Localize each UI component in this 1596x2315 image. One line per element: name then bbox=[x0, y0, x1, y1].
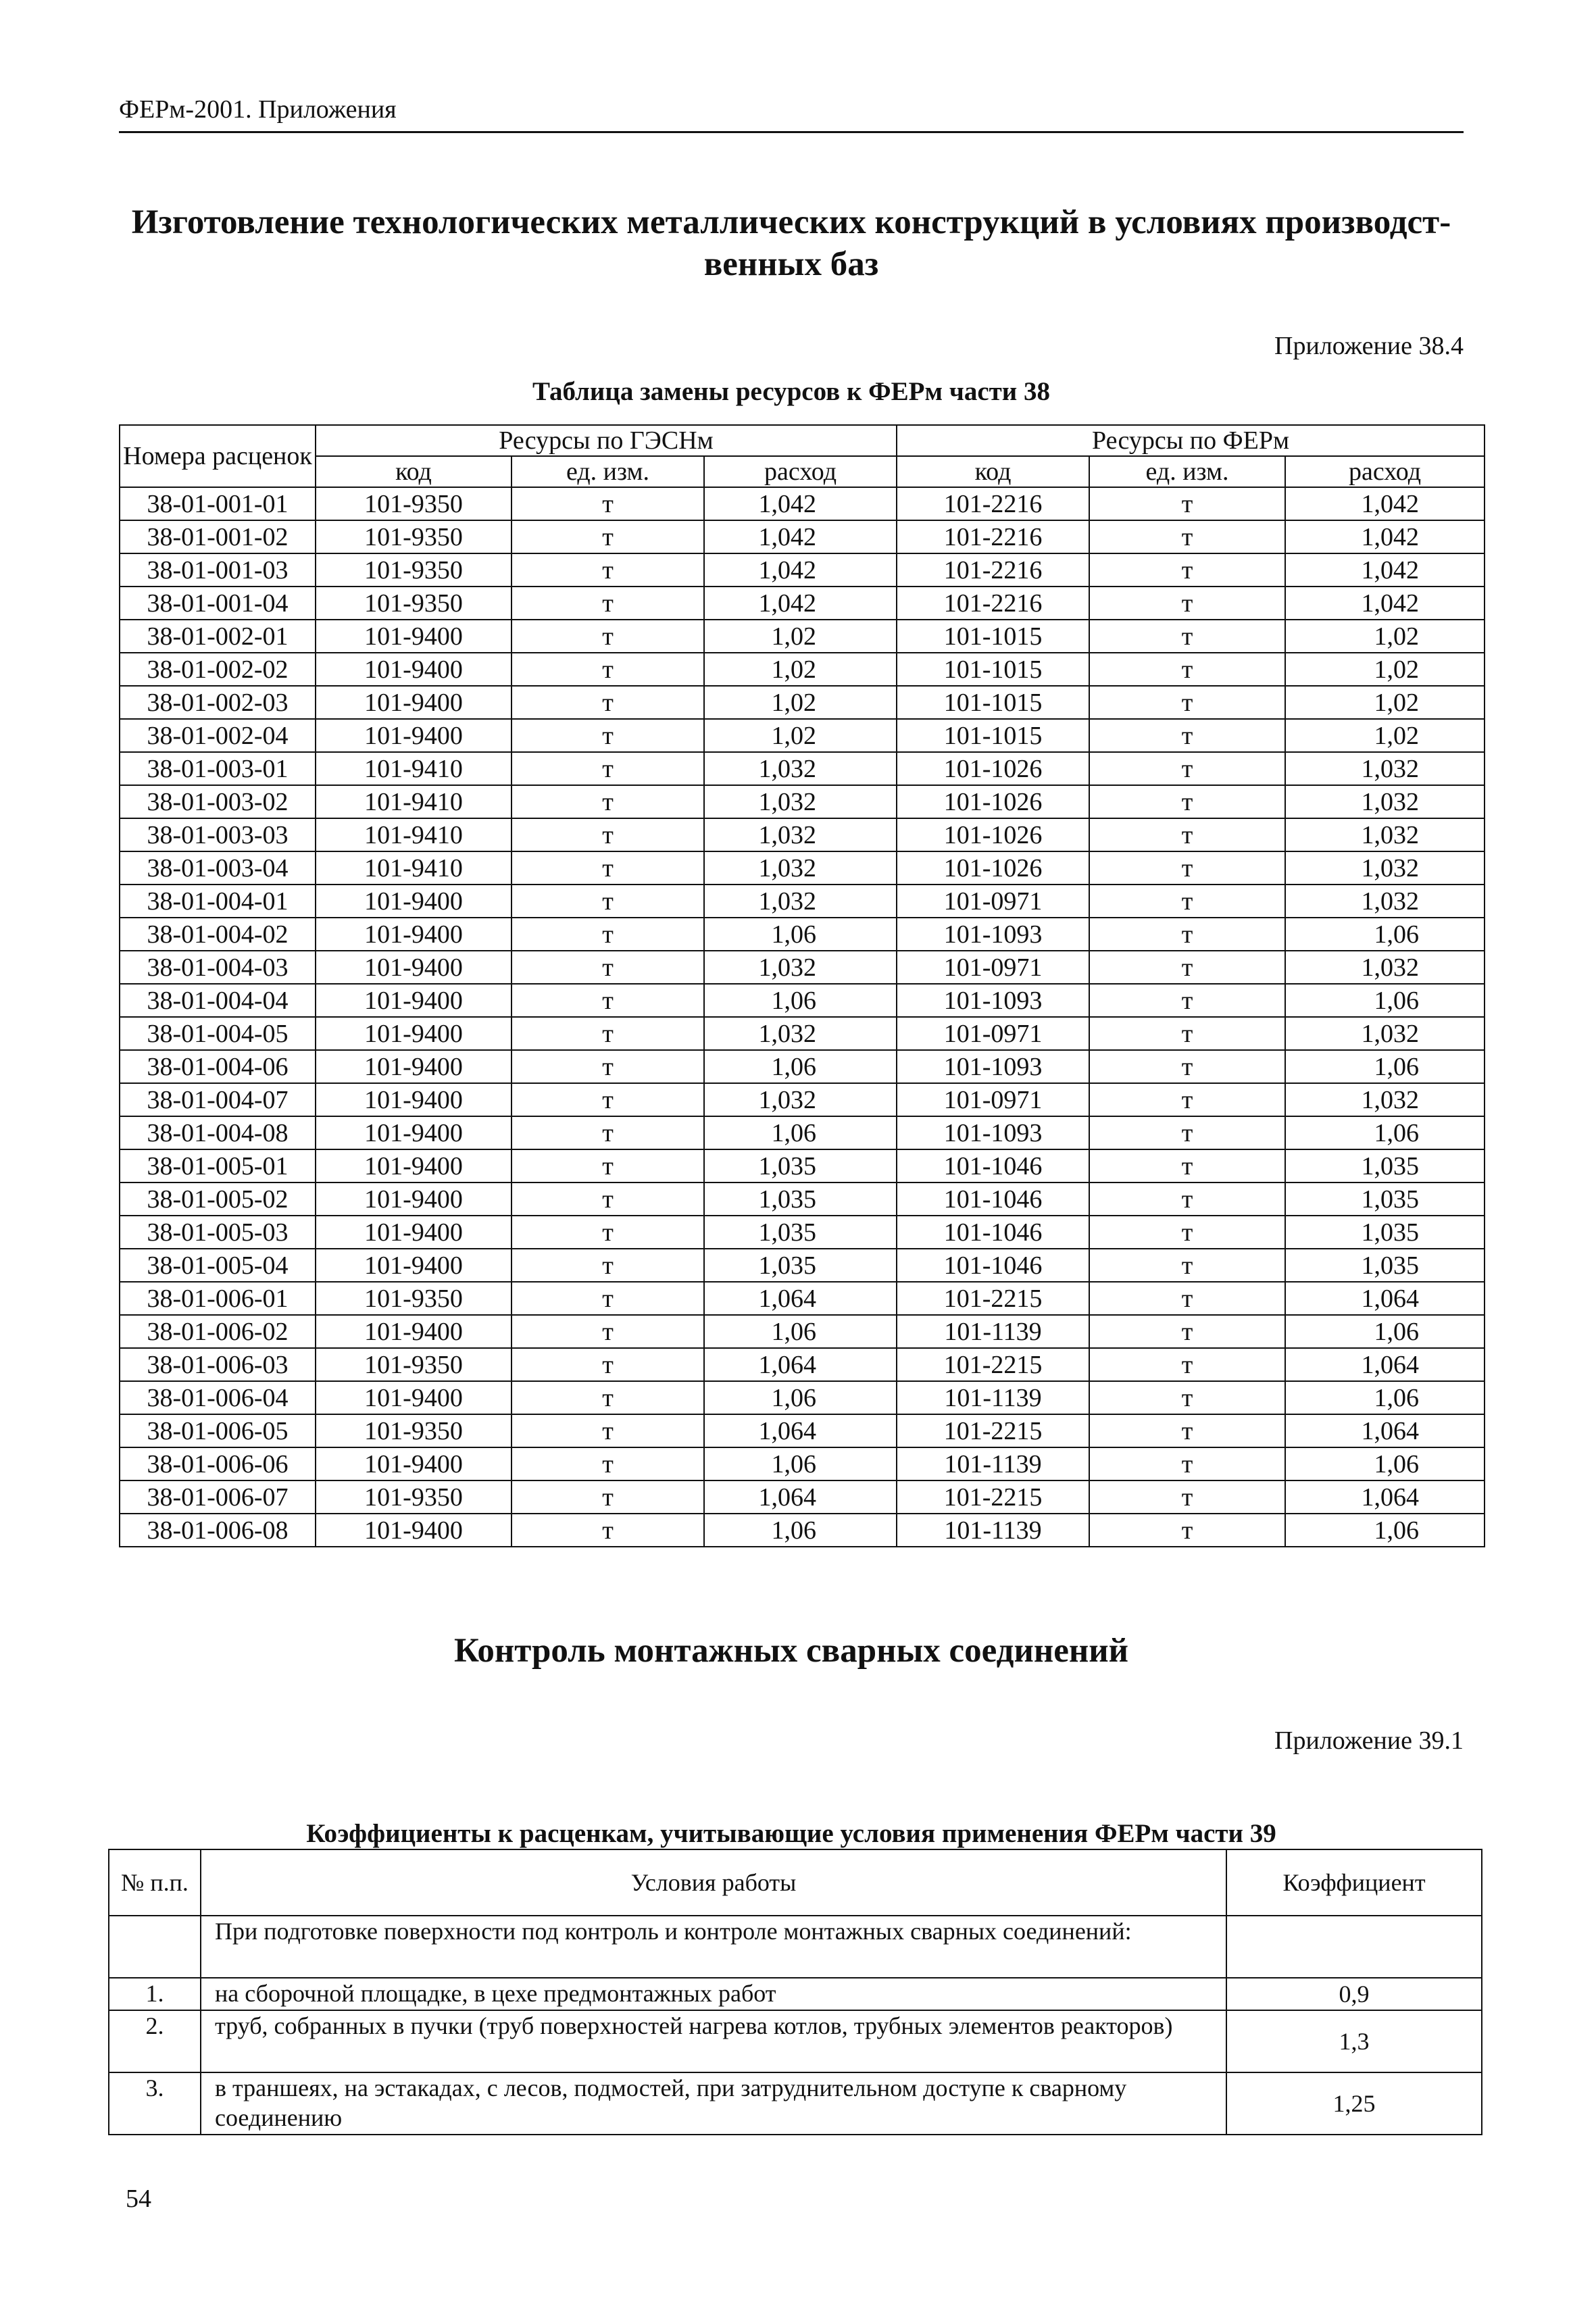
gesn-unit: т bbox=[512, 1050, 704, 1083]
fer-consumption: 1,042 bbox=[1285, 520, 1485, 553]
gesn-consumption: 1,02 bbox=[704, 653, 897, 686]
rate-number: 38-01-004-02 bbox=[120, 918, 316, 951]
gesn-code: 101-9400 bbox=[316, 1381, 512, 1414]
fer-code: 101-1046 bbox=[897, 1249, 1089, 1282]
gesn-unit: т bbox=[512, 1381, 704, 1414]
fer-unit: т bbox=[1089, 1083, 1285, 1116]
rate-number: 38-01-001-04 bbox=[120, 587, 316, 620]
resource-replacement-table bbox=[119, 424, 1485, 1547]
gesn-consumption: 1,06 bbox=[704, 1447, 897, 1480]
gesn-unit: т bbox=[512, 686, 704, 719]
fer-unit: т bbox=[1089, 587, 1285, 620]
fer-consumption: 1,032 bbox=[1285, 885, 1485, 918]
fer-unit: т bbox=[1089, 818, 1285, 851]
fer-code: 101-2215 bbox=[897, 1282, 1089, 1315]
table-caption-38: Таблица замены ресурсов к ФЕРм части 38 bbox=[532, 377, 1051, 406]
fer-consumption: 1,06 bbox=[1285, 1447, 1485, 1480]
fer-code: 101-1026 bbox=[897, 785, 1089, 818]
gesn-consumption: 1,064 bbox=[704, 1282, 897, 1315]
gesn-code: 101-9400 bbox=[316, 1183, 512, 1216]
gesn-unit: т bbox=[512, 885, 704, 918]
gesn-code: 101-9400 bbox=[316, 1017, 512, 1050]
gesn-code: 101-9350 bbox=[316, 587, 512, 620]
row-coefficient: 1,25 bbox=[1226, 2072, 1482, 2135]
gesn-unit: т bbox=[512, 1116, 704, 1149]
table-row bbox=[120, 1414, 1485, 1447]
table-row bbox=[120, 1017, 1485, 1050]
fer-code: 101-1093 bbox=[897, 1050, 1089, 1083]
fer-code: 101-1026 bbox=[897, 818, 1089, 851]
fer-consumption: 1,02 bbox=[1285, 719, 1485, 752]
coefficients-table bbox=[108, 1849, 1482, 2135]
gesn-code: 101-9350 bbox=[316, 1480, 512, 1514]
fer-consumption: 1,06 bbox=[1285, 1050, 1485, 1083]
fer-unit: т bbox=[1089, 1381, 1285, 1414]
gesn-unit: т bbox=[512, 1183, 704, 1216]
gesn-consumption: 1,032 bbox=[704, 818, 897, 851]
rate-number: 38-01-001-03 bbox=[120, 553, 316, 587]
rate-number: 38-01-003-02 bbox=[120, 785, 316, 818]
resource-table-body bbox=[120, 487, 1485, 1547]
rate-number: 38-01-006-08 bbox=[120, 1514, 316, 1547]
row-number: 1. bbox=[109, 1978, 201, 2010]
gesn-unit: т bbox=[512, 1480, 704, 1514]
gesn-code: 101-9400 bbox=[316, 918, 512, 951]
rate-number: 38-01-001-01 bbox=[120, 487, 316, 520]
fer-code: 101-1026 bbox=[897, 752, 1089, 785]
rate-number: 38-01-003-03 bbox=[120, 818, 316, 851]
table-caption-39: Коэффициенты к расценкам, учитывающие условия применения ФЕРм части 39 bbox=[306, 1819, 1276, 1848]
fer-code: 101-2216 bbox=[897, 587, 1089, 620]
gesn-code: 101-9400 bbox=[316, 1514, 512, 1547]
table-row bbox=[120, 851, 1485, 885]
rate-number: 38-01-003-04 bbox=[120, 851, 316, 885]
gesn-unit: т bbox=[512, 785, 704, 818]
fer-unit: т bbox=[1089, 851, 1285, 885]
table-row bbox=[120, 885, 1485, 918]
gesn-consumption: 1,06 bbox=[704, 1381, 897, 1414]
gesn-consumption: 1,064 bbox=[704, 1480, 897, 1514]
fer-code: 101-1139 bbox=[897, 1514, 1089, 1547]
gesn-code: 101-9410 bbox=[316, 752, 512, 785]
fer-unit: т bbox=[1089, 1216, 1285, 1249]
gesn-unit: т bbox=[512, 1282, 704, 1315]
gesn-consumption: 1,02 bbox=[704, 719, 897, 752]
gesn-code: 101-9400 bbox=[316, 1050, 512, 1083]
gesn-consumption: 1,032 bbox=[704, 951, 897, 984]
fer-unit: т bbox=[1089, 653, 1285, 686]
gesn-unit: т bbox=[512, 587, 704, 620]
gesn-consumption: 1,042 bbox=[704, 587, 897, 620]
rate-number: 38-01-006-05 bbox=[120, 1414, 316, 1447]
rate-number: 38-01-002-03 bbox=[120, 686, 316, 719]
gesn-code: 101-9350 bbox=[316, 487, 512, 520]
table-row bbox=[120, 1447, 1485, 1480]
fer-code: 101-2215 bbox=[897, 1414, 1089, 1447]
gesn-consumption: 1,064 bbox=[704, 1348, 897, 1381]
rate-number: 38-01-006-04 bbox=[120, 1381, 316, 1414]
fer-unit: т bbox=[1089, 620, 1285, 653]
gesn-unit: т bbox=[512, 1315, 704, 1348]
fer-consumption: 1,06 bbox=[1285, 1116, 1485, 1149]
header-group-gesn: Ресурсы по ГЭСНм bbox=[316, 425, 897, 456]
fer-consumption: 1,035 bbox=[1285, 1249, 1485, 1282]
fer-consumption: 1,064 bbox=[1285, 1348, 1485, 1381]
fer-unit: т bbox=[1089, 1414, 1285, 1447]
fer-code: 101-2216 bbox=[897, 487, 1089, 520]
gesn-consumption: 1,06 bbox=[704, 1315, 897, 1348]
fer-consumption: 1,032 bbox=[1285, 951, 1485, 984]
rate-number: 38-01-006-06 bbox=[120, 1447, 316, 1480]
table-row bbox=[109, 2072, 1482, 2135]
gesn-consumption: 1,032 bbox=[704, 1017, 897, 1050]
rate-number: 38-01-001-02 bbox=[120, 520, 316, 553]
gesn-consumption: 1,032 bbox=[704, 851, 897, 885]
rate-number: 38-01-004-05 bbox=[120, 1017, 316, 1050]
table-row bbox=[120, 1183, 1485, 1216]
fer-code: 101-1015 bbox=[897, 653, 1089, 686]
fer-unit: т bbox=[1089, 1183, 1285, 1216]
fer-consumption: 1,032 bbox=[1285, 1083, 1485, 1116]
header-gesn-code: код bbox=[316, 456, 512, 487]
gesn-consumption: 1,064 bbox=[704, 1414, 897, 1447]
table-row bbox=[120, 686, 1485, 719]
fer-consumption: 1,06 bbox=[1285, 984, 1485, 1017]
fer-unit: т bbox=[1089, 785, 1285, 818]
header-coefficient: Коэффициент bbox=[1226, 1849, 1482, 1916]
fer-consumption: 1,032 bbox=[1285, 818, 1485, 851]
gesn-unit: т bbox=[512, 984, 704, 1017]
fer-unit: т bbox=[1089, 918, 1285, 951]
table-row bbox=[120, 1116, 1485, 1149]
running-title: ФЕРм-2001. Приложения bbox=[119, 93, 1464, 133]
gesn-unit: т bbox=[512, 1348, 704, 1381]
rate-number: 38-01-006-02 bbox=[120, 1315, 316, 1348]
rate-number: 38-01-006-03 bbox=[120, 1348, 316, 1381]
fer-consumption: 1,06 bbox=[1285, 1514, 1485, 1547]
rate-number: 38-01-005-01 bbox=[120, 1149, 316, 1183]
table-row bbox=[120, 1348, 1485, 1381]
section-title-38-line1: Изготовление технологических металлических конструкций в условиях производст- bbox=[131, 203, 1451, 241]
appendix-label-38: Приложение 38.4 bbox=[1274, 332, 1464, 360]
fer-consumption: 1,064 bbox=[1285, 1282, 1485, 1315]
fer-consumption: 1,064 bbox=[1285, 1480, 1485, 1514]
section-title-38-line2: венных баз bbox=[703, 245, 879, 283]
table-row bbox=[120, 1381, 1485, 1414]
header-group-fer: Ресурсы по ФЕРм bbox=[897, 425, 1485, 456]
row-conditions: в траншеях, на эстакадах, с лесов, подмостей, при затруднительном доступе к сварному соединению bbox=[201, 2072, 1226, 2135]
table-row bbox=[120, 1050, 1485, 1083]
table-row bbox=[120, 487, 1485, 520]
fer-code: 101-2215 bbox=[897, 1480, 1089, 1514]
gesn-unit: т bbox=[512, 553, 704, 587]
section-title-39: Контроль монтажных сварных соединений bbox=[453, 1632, 1129, 1670]
gesn-consumption: 1,042 bbox=[704, 487, 897, 520]
rate-number: 38-01-006-07 bbox=[120, 1480, 316, 1514]
fer-unit: т bbox=[1089, 1315, 1285, 1348]
fer-consumption: 1,032 bbox=[1285, 785, 1485, 818]
fer-code: 101-1015 bbox=[897, 686, 1089, 719]
gesn-consumption: 1,035 bbox=[704, 1149, 897, 1183]
table-row bbox=[120, 1216, 1485, 1249]
row-conditions: труб, собранных в пучки (труб поверхностей нагрева котлов, трубных элементов реакторов) bbox=[201, 2010, 1226, 2072]
header-gesn-consumption: расход bbox=[704, 456, 897, 487]
fer-consumption: 1,02 bbox=[1285, 653, 1485, 686]
gesn-consumption: 1,035 bbox=[704, 1183, 897, 1216]
gesn-unit: т bbox=[512, 1414, 704, 1447]
fer-code: 101-1139 bbox=[897, 1447, 1089, 1480]
fer-unit: т bbox=[1089, 984, 1285, 1017]
gesn-consumption: 1,032 bbox=[704, 885, 897, 918]
gesn-code: 101-9400 bbox=[316, 1216, 512, 1249]
gesn-unit: т bbox=[512, 487, 704, 520]
gesn-unit: т bbox=[512, 620, 704, 653]
row-coefficient: 0,9 bbox=[1226, 1978, 1482, 2010]
table-row bbox=[120, 984, 1485, 1017]
rate-number: 38-01-004-03 bbox=[120, 951, 316, 984]
rate-number: 38-01-004-04 bbox=[120, 984, 316, 1017]
table-row bbox=[120, 1514, 1485, 1547]
fer-code: 101-1093 bbox=[897, 984, 1089, 1017]
gesn-code: 101-9400 bbox=[316, 1249, 512, 1282]
fer-consumption: 1,042 bbox=[1285, 553, 1485, 587]
gesn-code: 101-9350 bbox=[316, 1282, 512, 1315]
row-number: 2. bbox=[109, 2010, 201, 2072]
gesn-code: 101-9400 bbox=[316, 885, 512, 918]
fer-unit: т bbox=[1089, 951, 1285, 984]
fer-unit: т bbox=[1089, 1149, 1285, 1183]
gesn-unit: т bbox=[512, 1149, 704, 1183]
table-row bbox=[120, 1249, 1485, 1282]
header-fer-code: код bbox=[897, 456, 1089, 487]
fer-consumption: 1,032 bbox=[1285, 752, 1485, 785]
gesn-consumption: 1,02 bbox=[704, 686, 897, 719]
gesn-code: 101-9400 bbox=[316, 1447, 512, 1480]
gesn-unit: т bbox=[512, 1447, 704, 1480]
fer-consumption: 1,042 bbox=[1285, 487, 1485, 520]
appendix-label-39: Приложение 39.1 bbox=[1274, 1726, 1464, 1755]
fer-consumption: 1,06 bbox=[1285, 1315, 1485, 1348]
gesn-unit: т bbox=[512, 719, 704, 752]
fer-unit: т bbox=[1089, 487, 1285, 520]
fer-unit: т bbox=[1089, 1447, 1285, 1480]
gesn-consumption: 1,06 bbox=[704, 1050, 897, 1083]
gesn-consumption: 1,06 bbox=[704, 984, 897, 1017]
fer-consumption: 1,035 bbox=[1285, 1149, 1485, 1183]
gesn-code: 101-9350 bbox=[316, 520, 512, 553]
gesn-code: 101-9410 bbox=[316, 851, 512, 885]
fer-code: 101-1046 bbox=[897, 1183, 1089, 1216]
fer-consumption: 1,064 bbox=[1285, 1414, 1485, 1447]
fer-unit: т bbox=[1089, 1480, 1285, 1514]
gesn-unit: т bbox=[512, 1083, 704, 1116]
rate-number: 38-01-006-01 bbox=[120, 1282, 316, 1315]
fer-unit: т bbox=[1089, 1514, 1285, 1547]
table-row bbox=[120, 653, 1485, 686]
fer-code: 101-0971 bbox=[897, 885, 1089, 918]
fer-consumption: 1,02 bbox=[1285, 686, 1485, 719]
rate-number: 38-01-005-02 bbox=[120, 1183, 316, 1216]
fer-unit: т bbox=[1089, 1348, 1285, 1381]
fer-unit: т bbox=[1089, 553, 1285, 587]
gesn-code: 101-9400 bbox=[316, 1083, 512, 1116]
gesn-unit: т bbox=[512, 1017, 704, 1050]
gesn-code: 101-9400 bbox=[316, 653, 512, 686]
row-conditions: на сборочной площадке, в цехе предмонтажных работ bbox=[201, 1978, 1226, 2010]
fer-unit: т bbox=[1089, 1249, 1285, 1282]
table-row bbox=[120, 752, 1485, 785]
gesn-code: 101-9400 bbox=[316, 686, 512, 719]
fer-code: 101-2216 bbox=[897, 553, 1089, 587]
table-row bbox=[120, 620, 1485, 653]
section-title-38 bbox=[119, 201, 1464, 285]
fer-unit: т bbox=[1089, 1050, 1285, 1083]
gesn-consumption: 1,035 bbox=[704, 1249, 897, 1282]
header-fer-consumption: расход bbox=[1285, 456, 1485, 487]
rate-number: 38-01-005-03 bbox=[120, 1216, 316, 1249]
table-row bbox=[120, 1083, 1485, 1116]
gesn-consumption: 1,02 bbox=[704, 620, 897, 653]
table-row bbox=[120, 1149, 1485, 1183]
fer-consumption: 1,06 bbox=[1285, 918, 1485, 951]
page-number: 54 bbox=[126, 2185, 151, 2213]
fer-code: 101-0971 bbox=[897, 1017, 1089, 1050]
fer-unit: т bbox=[1089, 686, 1285, 719]
table-row bbox=[120, 951, 1485, 984]
row-number: 3. bbox=[109, 2072, 201, 2135]
gesn-code: 101-9410 bbox=[316, 818, 512, 851]
gesn-code: 101-9400 bbox=[316, 1315, 512, 1348]
gesn-unit: т bbox=[512, 752, 704, 785]
fer-code: 101-1139 bbox=[897, 1315, 1089, 1348]
table-row bbox=[120, 520, 1485, 553]
fer-code: 101-0971 bbox=[897, 951, 1089, 984]
table-row bbox=[120, 553, 1485, 587]
fer-consumption: 1,06 bbox=[1285, 1381, 1485, 1414]
table-row bbox=[120, 587, 1485, 620]
gesn-unit: т bbox=[512, 520, 704, 553]
fer-unit: т bbox=[1089, 1282, 1285, 1315]
table-row bbox=[120, 818, 1485, 851]
gesn-code: 101-9400 bbox=[316, 1149, 512, 1183]
gesn-code: 101-9400 bbox=[316, 951, 512, 984]
fer-code: 101-1046 bbox=[897, 1149, 1089, 1183]
fer-consumption: 1,02 bbox=[1285, 620, 1485, 653]
fer-consumption: 1,032 bbox=[1285, 1017, 1485, 1050]
fer-consumption: 1,035 bbox=[1285, 1183, 1485, 1216]
table-row bbox=[120, 1480, 1485, 1514]
rate-number: 38-01-004-07 bbox=[120, 1083, 316, 1116]
gesn-unit: т bbox=[512, 1216, 704, 1249]
fer-code: 101-1139 bbox=[897, 1381, 1089, 1414]
table-row bbox=[109, 2010, 1482, 2072]
fer-code: 101-1015 bbox=[897, 719, 1089, 752]
rate-number: 38-01-002-01 bbox=[120, 620, 316, 653]
gesn-consumption: 1,035 bbox=[704, 1216, 897, 1249]
gesn-unit: т bbox=[512, 1249, 704, 1282]
fer-code: 101-1026 bbox=[897, 851, 1089, 885]
header-number: № п.п. bbox=[109, 1849, 201, 1916]
fer-code: 101-0971 bbox=[897, 1083, 1089, 1116]
gesn-code: 101-9350 bbox=[316, 1414, 512, 1447]
gesn-consumption: 1,06 bbox=[704, 1514, 897, 1547]
table-row bbox=[109, 1978, 1482, 2010]
intro-row-text: При подготовке поверхности под контроль и контроле монтажных сварных соединений: bbox=[201, 1916, 1226, 1978]
gesn-code: 101-9350 bbox=[316, 1348, 512, 1381]
gesn-code: 101-9400 bbox=[316, 719, 512, 752]
gesn-consumption: 1,032 bbox=[704, 1083, 897, 1116]
header-gesn-unit: ед. изм. bbox=[512, 456, 704, 487]
fer-consumption: 1,035 bbox=[1285, 1216, 1485, 1249]
rate-number: 38-01-005-04 bbox=[120, 1249, 316, 1282]
header-rates: Номера расценок bbox=[120, 425, 316, 487]
gesn-code: 101-9400 bbox=[316, 1116, 512, 1149]
fer-unit: т bbox=[1089, 719, 1285, 752]
gesn-unit: т bbox=[512, 1514, 704, 1547]
gesn-unit: т bbox=[512, 851, 704, 885]
table-row bbox=[120, 1282, 1485, 1315]
header-fer-unit: ед. изм. bbox=[1089, 456, 1285, 487]
gesn-consumption: 1,06 bbox=[704, 1116, 897, 1149]
table-row bbox=[120, 719, 1485, 752]
fer-consumption: 1,032 bbox=[1285, 851, 1485, 885]
rate-number: 38-01-004-01 bbox=[120, 885, 316, 918]
gesn-consumption: 1,042 bbox=[704, 520, 897, 553]
fer-code: 101-2216 bbox=[897, 520, 1089, 553]
rate-number: 38-01-002-02 bbox=[120, 653, 316, 686]
gesn-consumption: 1,042 bbox=[704, 553, 897, 587]
table-row bbox=[120, 918, 1485, 951]
gesn-unit: т bbox=[512, 653, 704, 686]
row-coefficient: 1,3 bbox=[1226, 2010, 1482, 2072]
rate-number: 38-01-004-08 bbox=[120, 1116, 316, 1149]
gesn-code: 101-9350 bbox=[316, 553, 512, 587]
fer-code: 101-1093 bbox=[897, 1116, 1089, 1149]
gesn-consumption: 1,06 bbox=[704, 918, 897, 951]
fer-unit: т bbox=[1089, 1116, 1285, 1149]
table-row bbox=[120, 1315, 1485, 1348]
fer-code: 101-1093 bbox=[897, 918, 1089, 951]
header-conditions: Условия работы bbox=[201, 1849, 1226, 1916]
table-row bbox=[120, 785, 1485, 818]
fer-code: 101-1046 bbox=[897, 1216, 1089, 1249]
fer-consumption: 1,042 bbox=[1285, 587, 1485, 620]
gesn-unit: т bbox=[512, 918, 704, 951]
gesn-consumption: 1,032 bbox=[704, 785, 897, 818]
fer-unit: т bbox=[1089, 1017, 1285, 1050]
fer-code: 101-2215 bbox=[897, 1348, 1089, 1381]
fer-unit: т bbox=[1089, 752, 1285, 785]
table-row bbox=[109, 1916, 1482, 1978]
rate-number: 38-01-003-01 bbox=[120, 752, 316, 785]
gesn-unit: т bbox=[512, 951, 704, 984]
rate-number: 38-01-002-04 bbox=[120, 719, 316, 752]
gesn-code: 101-9410 bbox=[316, 785, 512, 818]
gesn-consumption: 1,032 bbox=[704, 752, 897, 785]
gesn-code: 101-9400 bbox=[316, 984, 512, 1017]
fer-unit: т bbox=[1089, 885, 1285, 918]
rate-number: 38-01-004-06 bbox=[120, 1050, 316, 1083]
gesn-code: 101-9400 bbox=[316, 620, 512, 653]
fer-unit: т bbox=[1089, 520, 1285, 553]
fer-code: 101-1015 bbox=[897, 620, 1089, 653]
gesn-unit: т bbox=[512, 818, 704, 851]
